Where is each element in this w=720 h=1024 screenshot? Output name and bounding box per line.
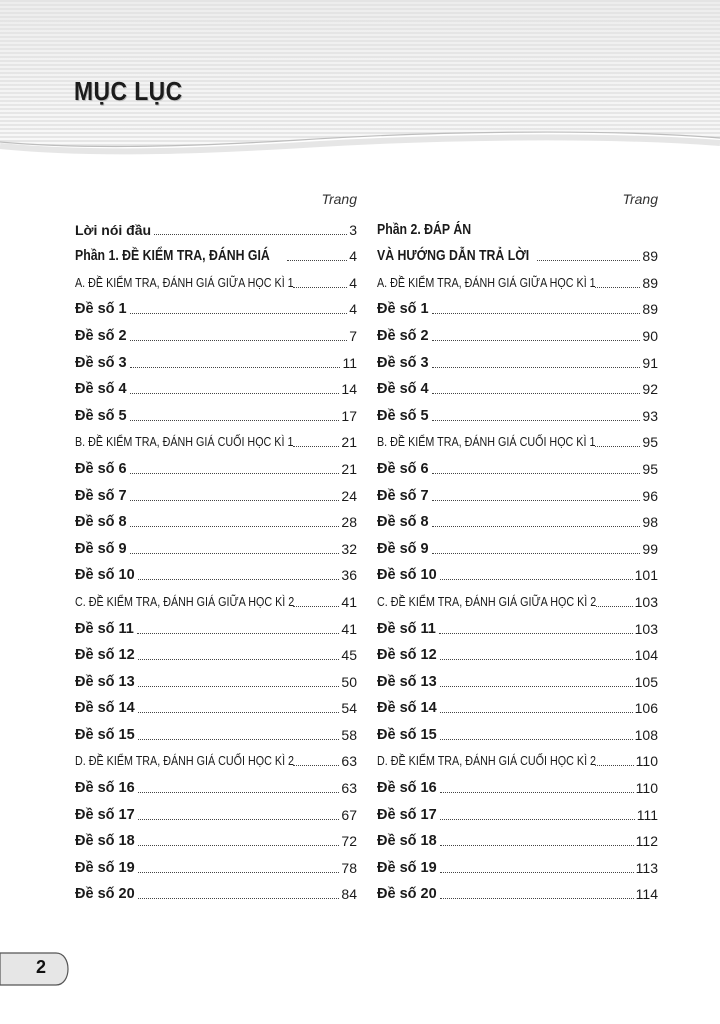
dot-leader [595,765,633,766]
page-title: MỤC LỤC [74,76,183,106]
toc-entry-label: Đề số 17 [75,806,135,823]
toc-entry [75,877,357,904]
toc-entry [75,770,357,797]
dot-leader [439,633,633,634]
toc-entry-label: Lời nói đầu [75,221,152,238]
toc-entry [75,558,357,585]
toc-entry [377,558,658,585]
toc-entry-page: 113 [635,859,658,876]
toc-entry [75,212,357,239]
part-heading-label: Phần 2. ĐÁP ÁN [377,220,472,238]
dot-leader [440,898,634,899]
toc-entry-page: 4 [349,274,357,291]
toc-entry [75,850,357,877]
toc-entry [75,318,357,345]
toc-entry-page: 112 [635,833,658,850]
toc-entry-label: Đề số 12 [75,647,135,664]
toc-entry [75,717,357,744]
toc-left-column [75,186,357,903]
toc-entry-label: Phần 1. ĐỀ KIỂM TRA, ĐÁNH GIÁ [75,247,270,265]
dot-leader [432,420,641,421]
toc-right-column [377,186,658,903]
toc-entry-page: 103 [634,620,658,637]
toc-right-entries [377,239,658,904]
toc-entry-page: 99 [642,540,658,557]
part-heading [377,212,658,239]
toc-entry-label: Đề số 18 [377,833,437,850]
toc-entry [377,292,658,319]
dot-leader [432,553,641,554]
toc-entry [75,265,357,292]
dot-leader [138,659,340,660]
dot-leader [440,845,634,846]
toc-entry-label: Đề số 15 [377,726,437,743]
toc-entry [75,505,357,532]
dot-leader [432,526,641,527]
dot-leader [130,526,340,527]
toc-entry [377,584,658,611]
toc-entry-label: Đề số 16 [377,780,437,797]
dot-leader [440,819,635,820]
toc-entry-label: Đề số 9 [377,540,429,557]
toc-entry-label: Đề số 2 [377,327,429,344]
dot-leader [440,872,634,873]
toc-entry-page: 63 [341,780,357,797]
page-number: 2 [36,957,47,977]
toc-entry-label: Đề số 8 [75,514,127,531]
toc-entry-label: B. ĐỀ KIỂM TRA, ĐÁNH GIÁ CUỐI HỌC KÌ 1 [75,435,294,450]
toc-entry [377,744,658,771]
toc-entry-label: Đề số 5 [75,407,127,424]
toc-entry-page: 98 [642,514,658,531]
dot-leader [138,579,340,580]
dot-leader [130,553,340,554]
dot-leader [130,313,348,314]
toc-entry-label: Đề số 5 [377,407,429,424]
toc-entry [75,292,357,319]
toc-entry-page: 67 [341,806,357,823]
toc-entry-label: D. ĐỀ KIỂM TRA, ĐÁNH GIÁ CUỐI HỌC KÌ 2 [75,754,295,769]
toc-entry-label: Đề số 16 [75,780,135,797]
dot-leader [432,473,641,474]
toc-entry-page: 78 [341,859,357,876]
toc-entry-page: 84 [341,886,357,903]
dot-leader [440,712,633,713]
trang-label: Trang [622,191,658,207]
toc-entry-label: Đề số 12 [377,647,437,664]
toc-entry-page: 7 [349,327,357,344]
toc-entry [75,239,357,266]
trang-label: Trang [321,191,357,207]
dot-leader [440,686,633,687]
toc-entry-label: Đề số 2 [75,327,127,344]
dot-leader [130,393,340,394]
toc-entry-label: Đề số 1 [75,301,127,318]
toc-entry-label: Đề số 8 [377,514,429,531]
toc-entry-page: 93 [642,407,658,424]
toc-entry-label: Đề số 14 [377,700,437,717]
dot-leader [138,792,340,793]
toc-entry [377,478,658,505]
toc-entry [377,451,658,478]
toc-entry-page: 110 [635,780,658,797]
toc-entry-page: 72 [341,833,357,850]
toc-entry [75,638,357,665]
toc-entry [377,850,658,877]
dot-leader [432,313,641,314]
toc-entry-page: 89 [642,274,658,291]
toc-entry-label: Đề số 11 [75,620,134,637]
dot-leader [130,473,340,474]
toc-entry-page: 41 [341,620,357,637]
dot-leader [293,287,347,288]
toc-entry-page: 21 [341,434,357,451]
dot-leader [432,393,641,394]
toc-entry-label: B. ĐỀ KIỂM TRA, ĐÁNH GIÁ CUỐI HỌC KÌ 1 [377,435,596,450]
toc-entry-page: 36 [341,567,357,584]
toc-entry-page: 21 [341,460,357,477]
toc-entry-label: Đề số 4 [75,381,127,398]
toc-entry [377,239,658,266]
toc-entry-label: Đề số 18 [75,833,135,850]
toc-entry-page: 24 [341,487,357,504]
toc-entry [377,505,658,532]
dot-leader [138,739,340,740]
toc-entry [75,372,357,399]
toc-entry [377,877,658,904]
dot-leader [440,579,633,580]
toc-entry-page: 14 [341,381,357,398]
toc-entry-label: VÀ HƯỚNG DẪN TRẢ LỜI [377,247,530,265]
toc-entry-page: 114 [635,886,658,903]
toc-entry-page: 41 [341,593,357,610]
toc-entry-label: Đề số 10 [377,567,437,584]
toc-entry [75,797,357,824]
toc-entry [377,824,658,851]
dot-leader [138,898,340,899]
dot-leader [293,765,339,766]
toc-entry [377,398,658,425]
toc-entry-page: 106 [634,700,658,717]
toc-entry-page: 90 [642,327,658,344]
toc-entry-page: 3 [349,221,357,238]
dot-leader [537,260,640,261]
dot-leader [293,606,339,607]
dot-leader [138,819,340,820]
toc-entry [75,744,357,771]
toc-entry-label: Đề số 17 [377,806,437,823]
toc-left-entries [75,212,357,903]
toc-entry-page: 105 [634,673,658,690]
toc-entry-page: 92 [642,381,658,398]
dot-leader [130,367,341,368]
toc-entry [377,531,658,558]
toc-entry-page: 104 [634,647,658,664]
toc-entry-label: C. ĐỀ KIỂM TRA, ĐÁNH GIÁ GIỮA HỌC KÌ 2 [75,594,295,609]
toc-entry-label: Đề số 13 [377,673,437,690]
toc-entry-page: 89 [642,301,658,318]
toc-entry [377,638,658,665]
toc-entry [377,797,658,824]
toc-entry-label: Đề số 10 [75,567,135,584]
dot-leader [432,500,641,501]
toc-entry [75,531,357,558]
toc-entry [75,584,357,611]
dot-leader [154,234,347,235]
toc-entry-label: Đề số 1 [377,301,429,318]
toc-entry-label: Đề số 3 [75,354,127,371]
toc-entry-page: 95 [642,460,658,477]
toc-entry-page: 4 [349,301,357,318]
toc-entry [75,425,357,452]
toc-entry-label: Đề số 3 [377,354,429,371]
toc-entry-label: D. ĐỀ KIỂM TRA, ĐÁNH GIÁ CUỐI HỌC KÌ 2 [377,754,597,769]
toc-entry [75,691,357,718]
toc-entry-page: 4 [349,248,357,265]
toc-entry-page: 32 [341,540,357,557]
dot-leader [440,739,633,740]
toc-entry [75,664,357,691]
toc-entry [377,425,658,452]
dot-leader [137,633,340,634]
toc-entry-page: 111 [636,806,658,823]
dot-leader [130,420,340,421]
toc-entry-label: Đề số 14 [75,700,135,717]
toc-entry-label: Đề số 19 [75,859,135,876]
toc-entry [377,664,658,691]
toc-entry-label: Đề số 19 [377,859,437,876]
dot-leader [138,872,340,873]
toc-entry [377,372,658,399]
toc-entry-page: 17 [341,407,357,424]
toc-entry-page: 95 [642,434,658,451]
dot-leader [130,340,348,341]
toc-entry-label: Đề số 6 [75,460,127,477]
dot-leader [138,686,340,687]
dot-leader [595,287,641,288]
toc-entry-page: 11 [342,354,357,371]
dot-leader [293,446,340,447]
dot-leader [130,500,340,501]
toc-entry-page: 103 [634,593,658,610]
toc-entry-page: 108 [634,726,658,743]
toc-entry [75,451,357,478]
toc-entry-page: 96 [642,487,658,504]
toc-entry-page: 54 [341,700,357,717]
toc-entry-label: Đề số 9 [75,540,127,557]
toc-entry [377,318,658,345]
toc-entry-page: 45 [341,647,357,664]
toc-entry-label: C. ĐỀ KIỂM TRA, ĐÁNH GIÁ GIỮA HỌC KÌ 2 [377,594,597,609]
toc-entry [377,611,658,638]
toc-entry [377,770,658,797]
toc-entry-label: A. ĐỀ KIỂM TRA, ĐÁNH GIÁ GIỮA HỌC KÌ 1 [377,275,596,290]
toc-entry [75,345,357,372]
toc-entry [377,265,658,292]
toc-entry [377,717,658,744]
dot-leader [595,446,641,447]
toc-entry-label: Đề số 13 [75,673,135,690]
dot-leader [138,712,340,713]
dot-leader [440,659,633,660]
toc-entry-label: A. ĐỀ KIỂM TRA, ĐÁNH GIÁ GIỮA HỌC KÌ 1 [75,275,294,290]
dot-leader [287,260,347,261]
toc-entry-page: 110 [635,753,658,770]
toc-entry-label: Đề số 4 [377,381,429,398]
toc-entry-label: Đề số 20 [377,886,437,903]
toc-entry [377,691,658,718]
toc-entry-page: 89 [642,248,658,265]
page-number-tab [0,952,70,986]
toc-entry [75,824,357,851]
dot-leader [596,606,633,607]
toc-entry-label: Đề số 6 [377,460,429,477]
toc-entry-page: 28 [341,514,357,531]
toc-entry-label: Đề số 11 [377,620,436,637]
toc-entry-page: 63 [341,753,357,770]
dot-leader [138,845,340,846]
toc-entry-page: 50 [341,673,357,690]
toc-entry-page: 91 [642,354,658,371]
toc-entry [75,398,357,425]
toc-entry-label: Đề số 7 [75,487,127,504]
toc-entry-label: Đề số 20 [75,886,135,903]
dot-leader [432,367,641,368]
dot-leader [440,792,634,793]
toc-entry-label: Đề số 15 [75,726,135,743]
toc-entry-page: 101 [634,567,658,584]
toc-entry-label: Đề số 7 [377,487,429,504]
toc-entry-page: 58 [341,726,357,743]
toc-entry [75,611,357,638]
toc-entry [75,478,357,505]
toc-entry [377,345,658,372]
dot-leader [432,340,641,341]
